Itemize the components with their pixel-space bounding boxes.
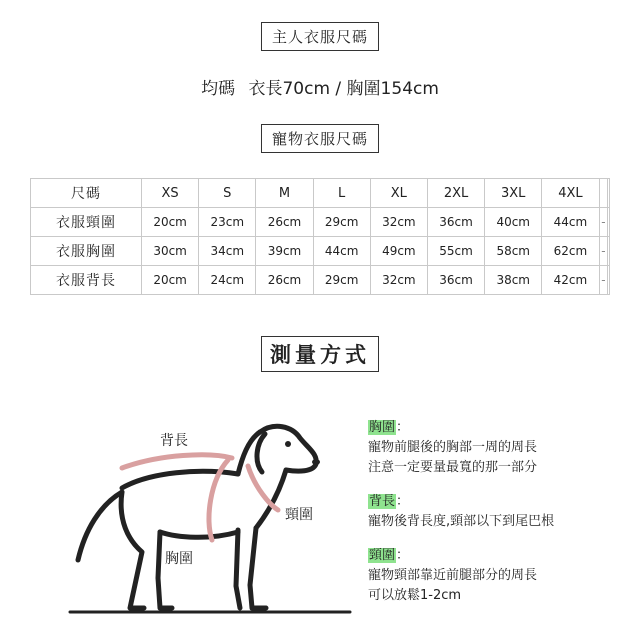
table-cell: - — [599, 237, 608, 266]
row-label: 衣服胸圍 — [31, 237, 142, 266]
back-length-label: 背長 — [160, 433, 188, 449]
table-cell: 62cm — [542, 237, 599, 266]
back-length-band — [122, 455, 232, 468]
pet-size-title: 寵物衣服尺碼 — [261, 124, 379, 153]
owner-size-title: 主人衣服尺碼 — [261, 22, 379, 51]
owner-size-label: 均碼 — [201, 79, 236, 99]
chest-desc-line: 寵物前腿後的胸部一周的周長 — [368, 440, 538, 455]
size-header — [608, 179, 610, 208]
table-cell: 58cm — [485, 237, 542, 266]
size-header: XL — [370, 179, 427, 208]
neck-measure-info — [368, 546, 537, 606]
table-row — [31, 208, 610, 237]
dog-front-leg — [250, 528, 266, 608]
dog-nose — [312, 459, 320, 465]
dog-eye — [285, 441, 291, 447]
neck-girth-label: 頸圍 — [285, 507, 313, 523]
size-header: M — [256, 179, 313, 208]
row-label: 衣服背長 — [31, 266, 142, 295]
dog-belly — [160, 532, 238, 537]
table-cell: 39cm — [256, 237, 313, 266]
table-cell: 26cm — [256, 266, 313, 295]
back-desc-line: 寵物後背長度,頸部以下到尾巴根 — [368, 514, 555, 529]
table-cell: 42cm — [542, 266, 599, 295]
neck-desc-line: 寵物頸部靠近前腿部分的周長 — [368, 568, 538, 583]
table-header-row — [31, 179, 610, 208]
neck-colon: ： — [396, 548, 410, 563]
chest-term: 胸圍 — [369, 420, 396, 435]
table-cell: 36cm — [427, 266, 484, 295]
size-header: S — [199, 179, 256, 208]
size-header — [599, 179, 608, 208]
table-cell: 26cm — [256, 208, 313, 237]
owner-size-info — [0, 74, 640, 99]
chest-measure-info — [368, 418, 537, 478]
neck-term: 頸圍 — [369, 548, 396, 563]
table-cell: 20cm — [142, 208, 199, 237]
size-header: 3XL — [485, 179, 542, 208]
table-cell: 40cm — [485, 208, 542, 237]
chest-colon: ： — [396, 420, 410, 435]
table-cell: 55cm — [427, 237, 484, 266]
table-header-label: 尺碼 — [31, 179, 142, 208]
chest-term-line — [368, 418, 537, 438]
table-cell: 32cm — [370, 208, 427, 237]
size-header: L — [313, 179, 370, 208]
dog-head — [260, 426, 316, 471]
size-header: 2XL — [427, 179, 484, 208]
table-cell — [608, 208, 610, 237]
dog-hind-leg-2 — [158, 532, 172, 608]
pet-size-table — [30, 178, 610, 295]
back-term-line — [368, 492, 554, 512]
table-row — [31, 237, 610, 266]
table-cell: 49cm — [370, 237, 427, 266]
table-cell: 20cm — [142, 266, 199, 295]
dog-hind-leg — [121, 492, 144, 608]
table-cell: - — [599, 266, 608, 295]
chest-girth-label: 胸圍 — [165, 551, 193, 567]
table-cell — [608, 237, 610, 266]
table-cell: - — [599, 208, 608, 237]
chest-desc-line: 注意一定要量最寬的那一部分 — [368, 460, 538, 475]
size-header: XS — [142, 179, 199, 208]
table-cell: 36cm — [427, 208, 484, 237]
dog-measurement-illustration — [60, 410, 360, 620]
back-colon: ： — [396, 494, 410, 509]
back-term: 背長 — [369, 494, 396, 509]
measure-method-title: 測量方式 — [261, 336, 379, 372]
dog-tail — [78, 492, 122, 560]
table-cell: 29cm — [313, 208, 370, 237]
dog-chest — [256, 470, 286, 528]
table-cell: 38cm — [485, 266, 542, 295]
table-cell: 24cm — [199, 266, 256, 295]
dog-front-leg-2 — [236, 530, 240, 608]
table-cell — [608, 266, 610, 295]
back-measure-info — [368, 492, 554, 532]
table-cell: 29cm — [313, 266, 370, 295]
neck-term-line — [368, 546, 537, 566]
size-header: 4XL — [542, 179, 599, 208]
table-cell: 44cm — [313, 237, 370, 266]
table-row — [31, 266, 610, 295]
row-label: 衣服頸圍 — [31, 208, 142, 237]
dog-ear — [257, 434, 265, 472]
owner-size-value: 衣長70cm / 胸圍154cm — [248, 79, 439, 99]
table-cell: 32cm — [370, 266, 427, 295]
neck-desc-line: 可以放鬆1-2cm — [368, 588, 462, 603]
table-cell: 23cm — [199, 208, 256, 237]
table-cell: 34cm — [199, 237, 256, 266]
table-cell: 30cm — [142, 237, 199, 266]
table-cell: 44cm — [542, 208, 599, 237]
